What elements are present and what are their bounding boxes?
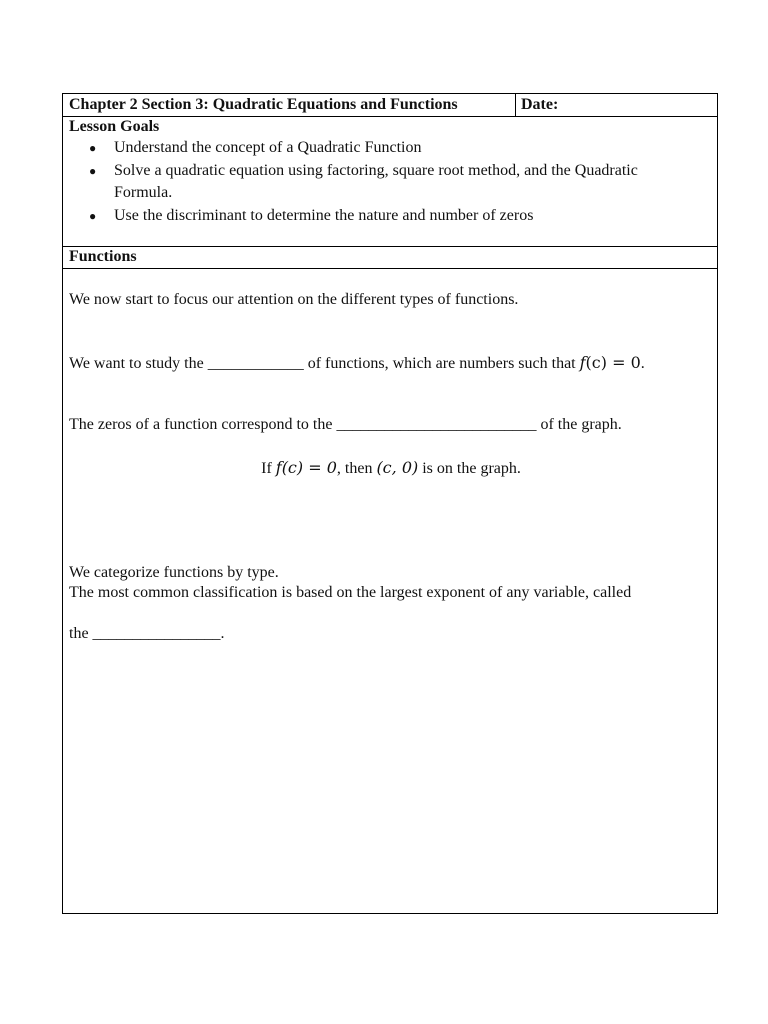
zeros-text: We want to study the ____________ of functions, which are numbers such that <box>69 355 580 372</box>
math-point-c-0: (c, 0) <box>376 458 419 477</box>
bullet-icon: ● <box>89 163 97 178</box>
date-divider <box>515 94 516 116</box>
goal-item <box>69 205 709 228</box>
on-graph-text: is on the graph. <box>418 460 521 477</box>
paragraph-categorize: We categorize functions by type. <box>69 564 279 581</box>
paragraph-degree-blank: the ________________. <box>69 625 225 642</box>
bullet-icon: ● <box>89 208 97 223</box>
bullet-icon: ● <box>89 141 97 155</box>
lesson-goals-row <box>63 116 717 247</box>
math-f-args: (c) = 0 <box>585 353 641 372</box>
zeros-period: . <box>640 355 645 372</box>
goal-item <box>69 160 709 183</box>
paragraph-intro: We now start to focus our attention on the different types of functions. <box>69 291 519 308</box>
goal-item-continuation <box>69 182 709 205</box>
math-f-of-c <box>580 353 641 372</box>
functions-row <box>63 246 717 269</box>
goal-text: Use the discriminant to determine the nature and number of zeros <box>114 206 534 224</box>
paragraph-classification: The most common classification is based on the largest exponent of any variable, called <box>69 584 632 601</box>
date-label: Date: <box>521 96 559 113</box>
worksheet-table <box>62 93 718 914</box>
title-row <box>63 94 717 117</box>
goal-text: Solve a quadratic equation using factoring, square root method, and the Quadratic <box>114 161 638 179</box>
paragraph-graph: The zeros of a function correspond to the _________________________ of the graph. <box>69 416 622 433</box>
math-f-of-c-equals-zero: f(c) = 0 <box>275 458 337 477</box>
worksheet-title: Chapter 2 Section 3: Quadratic Equations and Functions <box>69 96 458 113</box>
goal-item <box>69 137 709 160</box>
paragraph-zeros-definition <box>69 353 645 374</box>
goal-text: Understand the concept of a Quadratic Function <box>114 139 422 156</box>
functions-heading: Functions <box>69 248 137 265</box>
goal-text: Formula. <box>114 184 173 201</box>
then-text: , then <box>336 460 377 477</box>
lesson-goals-list <box>69 137 709 227</box>
lesson-goals-heading: Lesson Goals <box>69 118 160 135</box>
if-text: If <box>261 460 276 477</box>
centered-statement <box>69 458 713 479</box>
math-f: f <box>579 353 586 372</box>
